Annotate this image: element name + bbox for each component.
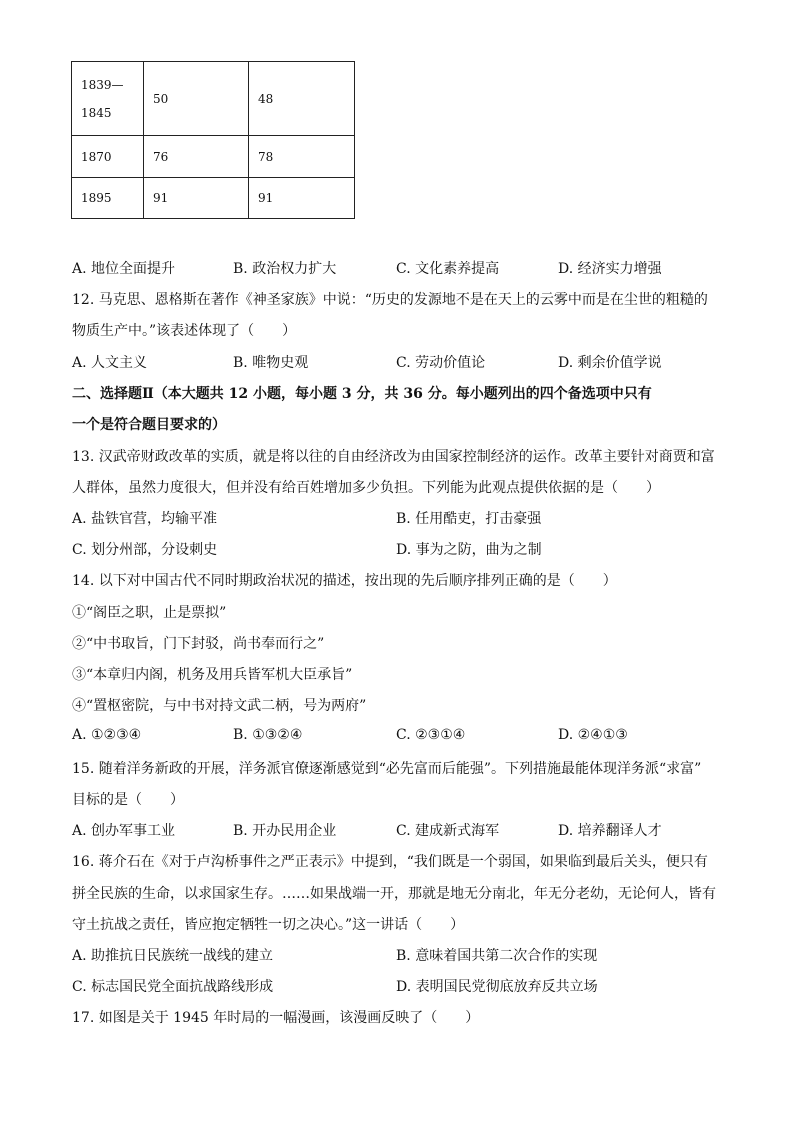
table-row [72,178,355,219]
option-a: A. 创办军事工业 [72,823,176,839]
section-heading-line-2: 一个是符合题目要求的） [72,417,226,433]
option-b: B. 唯物史观 [233,355,309,371]
table-cell: 76 [144,136,249,178]
table-row [72,62,355,136]
option-c: C. 划分州部，分设刺史 [72,542,218,558]
data-table [71,61,355,219]
section-heading-line-1: 二、选择题Ⅱ（本大题共 12 小题，每小题 3 分，共 36 分。每小题列出的四个备选项中只有 [72,386,652,402]
option-b: B. 意味着国共第二次合作的实现 [396,948,598,964]
option-c: C. 标志国民党全面抗战路线形成 [72,979,274,995]
option-b: B. 政治权力扩大 [233,261,337,277]
statement-1: ①“阁臣之职，止是票拟” [72,605,227,621]
table-cell: 91 [249,178,355,219]
table-row [72,136,355,178]
question-16-line-3: 守土抗战之责任，皆应抱定牺牲一切之决心。”这一讲话（ ） [72,917,465,933]
option-c: C. 建成新式海军 [396,823,500,839]
option-d: D. 培养翻译人才 [558,823,662,839]
option-b: B. 开办民用企业 [233,823,337,839]
option-a: A. 地位全面提升 [72,261,176,277]
option-a: A. 人文主义 [72,355,148,371]
option-a: A. 助推抗日民族统一战线的建立 [72,948,274,964]
option-c: C. 文化素养提高 [396,261,500,277]
option-b: B. ①③②④ [233,727,303,743]
table-cell: 48 [249,62,355,136]
option-c: C. ②③①④ [396,727,466,743]
option-d: D. 事为之防，曲为之制 [396,542,542,558]
question-16-line-1: 16. 蒋介石在《对于卢沟桥事件之严正表示》中提到，“我们既是一个弱国，如果临到最后关头，便只有 [72,854,708,870]
option-a: A. 盐铁官营，均输平准 [72,511,218,527]
question-16-line-2: 拼全民族的生命，以求国家生存。……如果战端一开，那就是地无分南北，年无分老幼，无论何人，皆有 [72,886,716,902]
question-15-line-2: 目标的是（ ） [72,792,184,808]
statement-2: ②“中书取旨，门下封驳，尚书奉而行之” [72,636,325,652]
table-cell: 1870 [72,136,144,178]
statement-4: ④“置枢密院，与中书对持文武二柄，号为两府” [72,698,367,714]
question-12-line-1: 12. 马克思、恩格斯在著作《神圣家族》中说：“历史的发源地不是在天上的云雾中而是在尘世的粗糙的 [72,292,708,308]
question-15-line-1: 15. 随着洋务新政的开展，洋务派官僚逐渐感觉到“必先富而后能强”。下列措施最能体现洋务派“求富” [72,761,702,777]
year-line: 1845 [81,105,112,120]
option-d: D. ②④①③ [558,727,628,743]
table-cell: 78 [249,136,355,178]
statement-3: ③“本章归内阁，机务及用兵皆军机大臣承旨” [72,667,353,683]
table-cell: 1895 [72,178,144,219]
question-12-line-2: 物质生产中。”该表述体现了（ ） [72,323,297,339]
question-13-line-1: 13. 汉武帝财政改革的实质，就是将以往的自由经济改为由国家控制经济的运作。改革主要针对商贾和富 [72,449,715,465]
option-b: B. 任用酷吏，打击豪强 [396,511,542,527]
table-cell [72,62,144,136]
table-cell: 91 [144,178,249,219]
option-d: D. 经济实力增强 [558,261,662,277]
option-a: A. ①②③④ [72,727,142,743]
question-13-line-2: 人群体，虽然力度很大，但并没有给百姓增加多少负担。下列能为此观点提供依据的是（ ） [72,480,660,496]
table-cell: 50 [144,62,249,136]
question-14-line-1: 14. 以下对中国古代不同时期政治状况的描述，按出现的先后顺序排列正确的是（ ） [72,573,617,589]
option-d: D. 表明国民党彻底放弃反共立场 [396,979,598,995]
year-line: 1839— [81,77,124,92]
option-d: D. 剩余价值学说 [558,355,662,371]
option-c: C. 劳动价值论 [396,355,486,371]
question-17-line-1: 17. 如图是关于 1945 年时局的一幅漫画，该漫画反映了（ ） [72,1010,480,1026]
